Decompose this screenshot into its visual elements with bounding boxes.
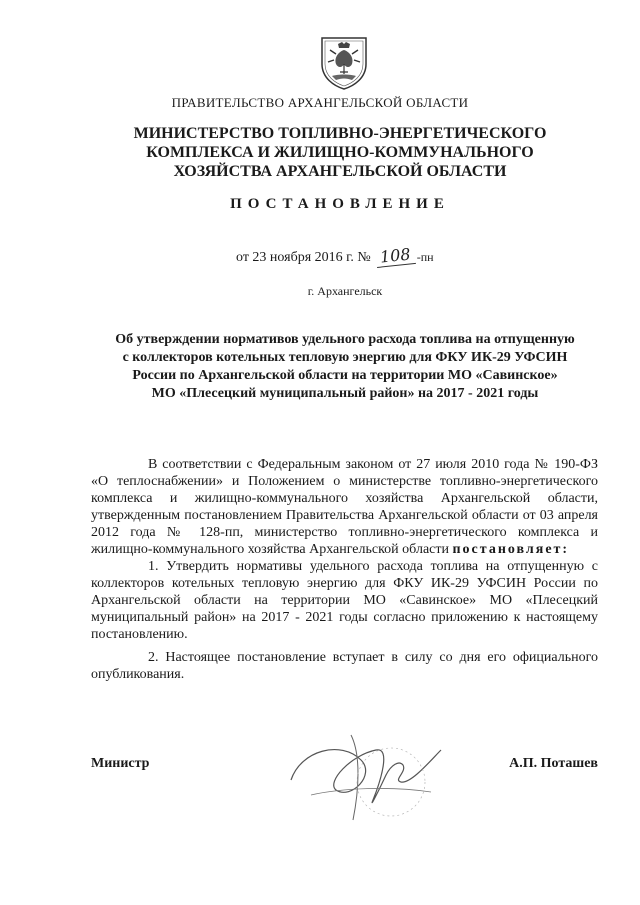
ministry-line: МИНИСТЕРСТВО ТОПЛИВНО-ЭНЕРГЕТИЧЕСКОГО [133,125,547,142]
city: г. Архангельск [307,284,383,298]
signatory-title: Министр [91,756,150,771]
signatory-name: А.П. Поташев [509,756,598,771]
coat-of-arms-icon [316,34,372,90]
government-name: ПРАВИТЕЛЬСТВО АРХАНГЕЛЬСКОЙ ОБЛАСТИ [171,95,469,110]
ministry-name [0,124,640,181]
date-and-number [236,246,434,266]
ministry-line: ХОЗЯЙСТВА АРХАНГЕЛЬСКОЙ ОБЛАСТИ [173,163,507,180]
preamble-text: В соответствии с Федеральным законом от 27 июля 2010 года № 190-ФЗ «О теплоснабжении» и Положением о министерстве топливно-энергетического комплекса и жилищно-коммунального хозяйства Архангельской области, утвержденным постановлением Правительства Архангельской области от 03 апреля 2012 года № 128-пп, министерство топливно-энергетического комплекса и жилищно-коммунального хозяйства Архангельской области [91,457,598,557]
handwritten-signature-icon [281,720,451,830]
document-number-suffix: -пн [416,250,434,264]
document-date: от 23 ноября 2016 г. № [236,250,371,265]
preamble-paragraph [91,456,598,558]
title-line: России по Архангельской области на территории МО «Савинское» [132,368,558,383]
signature-block [91,748,598,818]
decree-word: постановляет: [452,542,570,557]
document-title [80,331,610,403]
item-1: 1. Утвердить нормативы удельного расхода топлива на отпущенную с коллекторов котельных тепловую энергию для ФКУ ИК-29 УФСИН России по Архангельской области на территории МО «Савинское» МО «Плесецкий муниципальный район» на 2017 - 2021 годы согласно приложению к настоящему постановлению. [91,559,598,642]
document-number: 108 [375,244,415,268]
ministry-line: КОМПЛЕКСА И ЖИЛИЩНО-КОММУНАЛЬНОГО [146,144,534,161]
title-line: с коллекторов котельных тепловую энергию для ФКУ ИК-29 УФСИН [122,350,568,365]
item-2: 2. Настоящее постановление вступает в силу со дня его официального опубликования. [91,650,598,682]
title-line: Об утверждении нормативов удельного расхода топлива на отпущенную [115,332,575,347]
document-body [91,456,598,683]
document-type: ПОСТАНОВЛЕНИЕ [230,196,450,212]
title-line: МО «Плесецкий муниципальный район» на 2017 - 2021 годы [151,386,539,401]
